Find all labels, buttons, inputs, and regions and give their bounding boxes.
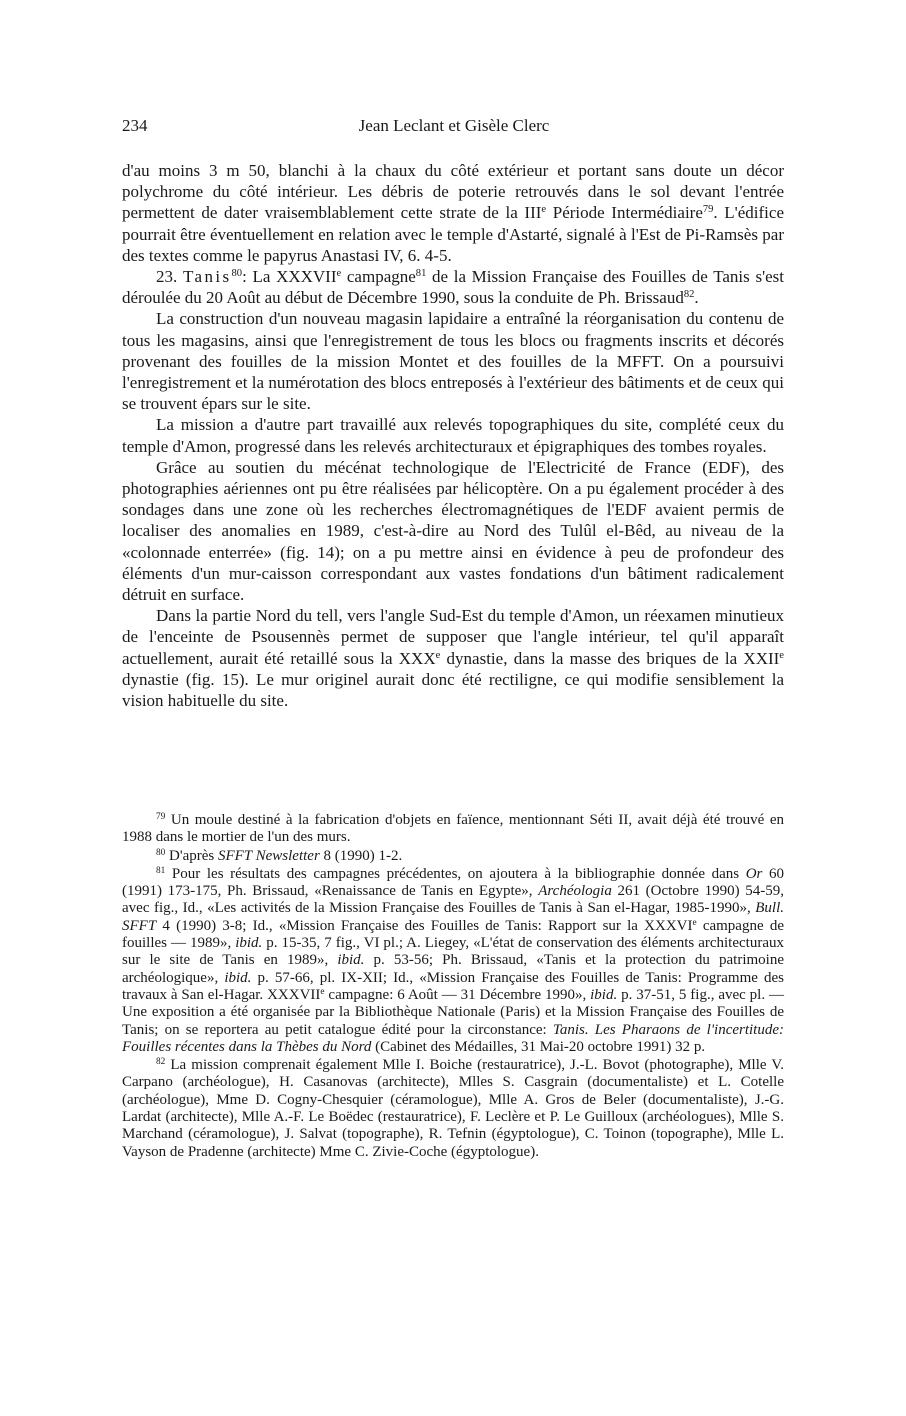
footnote-text: (Cabinet des Médailles, 31 Mai-20 octobre 1991) 32 p.	[371, 1038, 706, 1055]
text-run: Période Intermédiaire	[546, 203, 703, 223]
footnote-number: 79	[156, 811, 166, 822]
paragraph: Grâce au soutien du mécénat technologique de l'Electricité de France (EDF), des photographies aériennes ont pu être réalisées par hélicoptère. On a pu également procéder à des sondages dans une zone où les recherches électromagnétiques de l'EDF avaient permis de localiser des anomalies en 1989, c'est-à-dire au Nord des Tulûl el-Bêd, au niveau de la «colonnade enterrée» (fig. 14); on a pu mettre ainsi en évidence à peu de profondeur des éléments d'un mur-caisson correspondant aux vastes fondations d'un bâtiment radicalement détruit en surface.	[122, 457, 784, 605]
footnote-text: p. 37-51, 5 fig., avec pl. — Une exposition a été organisée par la Bibliothèque Nationale (Paris) et la Mission Française des Fouilles de Tanis; on se reportera au petit catalogue édité pour la circonstance:	[122, 986, 784, 1038]
footnote-text: D'après	[165, 847, 218, 864]
superscript: e	[692, 917, 697, 928]
footnote-text: campagne de fouilles — 1989»,	[122, 917, 784, 952]
journal-title: SFFT Newsletter	[217, 847, 320, 864]
footnote-text: Un moule destiné à la fabrication d'objets en faïence, mentionnant Séti II, avait déjà été trouvé en 1988 dans le mortier de l'un des murs.	[122, 812, 784, 846]
paragraph	[122, 605, 784, 711]
footnote-text: campagne: 6 Août — 31 Décembre 1990»,	[324, 986, 591, 1003]
running-head: Jean Leclant et Gisèle Clerc	[358, 116, 550, 135]
ibid: ibid.	[337, 952, 365, 969]
site-name: Tanis	[182, 267, 232, 287]
footnote-number: 82	[156, 1057, 166, 1068]
ibid: ibid.	[224, 969, 252, 986]
section-number: 23.	[156, 267, 178, 287]
text-run: : La XXXVII	[242, 267, 337, 287]
footnote-text: p. 15-35, 7 fig., VI pl.; A. Liegey, «L'état de conservation des éléments architecturaux sur le site de Tanis en 1989»,	[122, 935, 784, 969]
footnote-ref-80[interactable]: 80	[231, 268, 243, 280]
footnote-text: 4 (1990) 3-8; Id., «Mission Française des Fouilles de Tanis: Rapport sur la XXXVI	[156, 917, 693, 934]
footnote-text: 8 (1990) 1-2.	[319, 847, 403, 864]
footnote-80	[122, 848, 784, 865]
footnote-text: 60 (1991) 173-175, Ph. Brissaud, «Renaissance de Tanis en Egypte»,	[122, 865, 785, 900]
text-run: Dans la partie Nord du tell, vers l'angle Sud-Est du temple d'Amon, un réexamen minutieux de l'enceinte de Psousennès permet de supposer que l'angle intérieur, tel qu'il apparaît actuellement, aurait été retaillé sous la XXX	[122, 606, 784, 668]
superscript: e	[320, 986, 325, 997]
footnote-text: La mission comprenait également Mlle I. Boiche (restauratrice), J.-L. Bovot (photographe), Mlle V. Carpano (archéologue), H. Casanovas (architecte), Mlles S. Casgrain (documentaliste) et L. Cotelle (archéologue), Mme D. Cogny-Chesquier (céramologue), Mlle A. Gros de Beler (documentaliste), J.-G. Lardat (architecte), Mlle A.-F. Le Boëdec (restauratrice), F. Leclère et P. Le Guilloux (archéologues), Mlle S. Marchand (céramologue), J. Salvat (topographe), R. Tefnin (égyptologue), C. Toinon (topographe), Mlle L. Vayson de Pradenne (architecte) Mme C. Zivie-Coche (égyptologue).	[122, 1057, 784, 1160]
catalogue-title: Tanis. Les Pharaons de l'incertitude: Fouilles récentes dans la Thèbes du Nord	[122, 1021, 784, 1055]
text-run: campagne	[341, 267, 416, 287]
footnote-82	[122, 1057, 784, 1161]
paragraph-section-23	[122, 266, 784, 308]
journal-title: Bull. SFFT	[122, 900, 784, 934]
superscript: e	[435, 649, 441, 661]
footnote-79	[122, 812, 784, 847]
text-run: d'au moins 3 m 50, blanchi à la chaux du côté extérieur et portant sans doute un décor polychrome du côté intérieur. Les débris de poterie retrouvés dans le sol devant l'entrée permettent de dater vraisemblablement cette strate de la III	[122, 161, 784, 223]
paragraph-continuation	[122, 160, 784, 266]
body-text	[122, 160, 784, 711]
ibid: ibid.	[235, 935, 263, 952]
footnote-text: 261 (Octobre 1990) 54-59, avec fig., Id., «Les activités de la Mission Française des Fouilles de Tanis à San el-Hagar, 1985-1990»,	[122, 883, 784, 917]
text-run: .	[694, 288, 699, 308]
paragraph: La construction d'un nouveau magasin lapidaire a entraîné la réorganisation du contenu de tous les magasins, ainsi que l'enregistrement de tous les blocs ou fragments inscrits et décorés provenant des fouilles de la mission Montet et des fouilles de la MFFT. On a poursuivi l'enregistrement et la numérotation des blocs entreposés à l'extérieur des bâtiments et de ceux qui se trouvent épars sur le site.	[122, 309, 784, 414]
text-run: . L'édifice pourrait être éventuellement en relation avec le temple d'Astarté, signalé à l'Est de Pi-Ramsès par des textes comme le papyrus Anastasi IV, 6. 4-5.	[122, 203, 784, 265]
footnote-number: 80	[156, 847, 166, 858]
page-header	[122, 116, 786, 140]
footnote-ref-81[interactable]: 81	[415, 268, 427, 280]
paragraph: La mission a d'autre part travaillé aux relevés topographiques du site, complété ceux du temple d'Amon, progressé dans les relevés architecturaux et épigraphiques des tombes royales.	[122, 415, 784, 456]
ibid: ibid.	[590, 986, 618, 1003]
footnotes	[122, 812, 784, 1161]
journal-title: Archéologia	[538, 883, 612, 900]
footnote-number: 81	[156, 865, 166, 876]
text-run: dynastie, dans la masse des briques de la XXII	[440, 648, 780, 668]
journal-title: Or	[745, 865, 763, 882]
footnote-81	[122, 866, 784, 1056]
footnote-text: p. 53-56; Ph. Brissaud, «Tanis et la protection du patrimoine archéologique»,	[122, 952, 784, 986]
text-run: dynastie (fig. 15). Le mur originel aurait donc été rectiligne, ce qui modifie sensiblement la vision habituelle du site.	[122, 669, 784, 711]
footnote-ref-79[interactable]: 79	[702, 204, 714, 216]
footnote-ref-82[interactable]: 82	[683, 289, 695, 301]
text-run: de la Mission Française des Fouilles de Tanis s'est déroulée du 20 Août au début de Décembre 1990, sous la conduite de Ph. Brissaud	[122, 267, 785, 308]
superscript: e	[541, 204, 547, 216]
page-number: 234	[122, 116, 148, 135]
footnote-text: Pour les résultats des campagnes précédentes, on ajoutera à la bibliographie donnée dans	[165, 865, 746, 882]
superscript: e	[336, 268, 342, 280]
superscript: e	[779, 649, 784, 661]
footnote-text: p. 57-66, pl. IX-XII; Id., «Mission Française des Fouilles de Tanis: Programme des travaux à San el-Hagar. XXXVII	[122, 969, 785, 1003]
